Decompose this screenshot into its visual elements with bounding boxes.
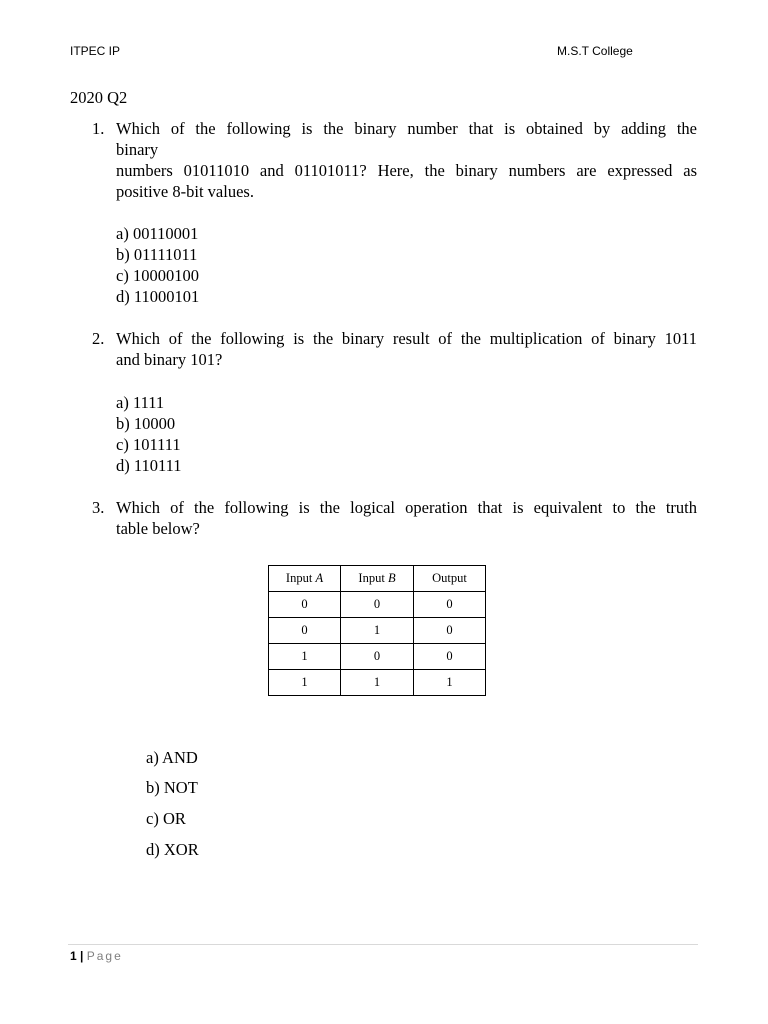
table-cell: 1 [341, 618, 414, 644]
table-cell: 0 [414, 618, 486, 644]
table-cell: 1 [414, 670, 486, 696]
table-cell: 0 [269, 592, 341, 618]
question-3-number: 3. [92, 498, 105, 517]
question-1-text-line: numbers 01011010 and 01101011? Here, the binary numbers are expressed as [116, 161, 697, 180]
question-3-text-line: Which of the following is the logical operation that is equivalent to the truth [116, 498, 697, 517]
page-footer [70, 949, 123, 963]
section-title: 2020 Q2 [70, 88, 128, 107]
question-1-option-a: a) 00110001 [116, 224, 199, 243]
header-left: ITPEC IP [70, 44, 121, 58]
question-2-text-line: and binary 101? [116, 350, 223, 369]
question-2-text-line: Which of the following is the binary result of the multiplication of binary 1011 [116, 329, 697, 348]
footer-separator: | [76, 949, 87, 963]
table-row [269, 644, 486, 670]
question-3-option-c: c) OR [146, 809, 186, 828]
table-cell: 0 [341, 592, 414, 618]
table-row [269, 592, 486, 618]
question-2-number: 2. [92, 329, 105, 348]
question-1-option-d: d) 11000101 [116, 287, 200, 306]
table-cell: 0 [269, 618, 341, 644]
table-row [269, 670, 486, 696]
column-header-output: Output [414, 566, 486, 592]
truth-table [268, 565, 486, 696]
question-2-option-c: c) 101111 [116, 435, 181, 454]
question-3-text-line: table below? [116, 519, 200, 538]
table-cell: 0 [414, 592, 486, 618]
column-header-input-b: Input B [341, 566, 414, 592]
table-cell: 0 [341, 644, 414, 670]
question-3-option-d: d) XOR [146, 840, 199, 859]
question-2-option-b: b) 10000 [116, 414, 176, 433]
truth-table-header-row [269, 566, 486, 592]
question-1-number: 1. [92, 119, 105, 138]
page-label: Page [86, 949, 123, 963]
table-cell: 1 [341, 670, 414, 696]
question-1-text-line: positive 8-bit values. [116, 182, 254, 201]
page-number: 1 [70, 949, 77, 963]
table-row [269, 618, 486, 644]
question-2-option-d: d) 110111 [116, 456, 182, 475]
table-cell: 0 [414, 644, 486, 670]
question-2-option-a: a) 1111 [116, 393, 165, 412]
question-1-text-line: binary [116, 140, 159, 159]
table-cell: 1 [269, 670, 341, 696]
question-1-option-c: c) 10000100 [116, 266, 199, 285]
question-1-text-line: Which of the following is the binary number that is obtained by adding the [116, 119, 697, 138]
question-3-option-a: a) AND [146, 748, 198, 767]
question-1-option-b: b) 01111011 [116, 245, 198, 264]
column-header-input-a: Input A [269, 566, 341, 592]
header-right: M.S.T College [557, 44, 633, 58]
table-cell: 1 [269, 644, 341, 670]
question-3-option-b: b) NOT [146, 778, 198, 797]
footer-divider [68, 944, 698, 945]
